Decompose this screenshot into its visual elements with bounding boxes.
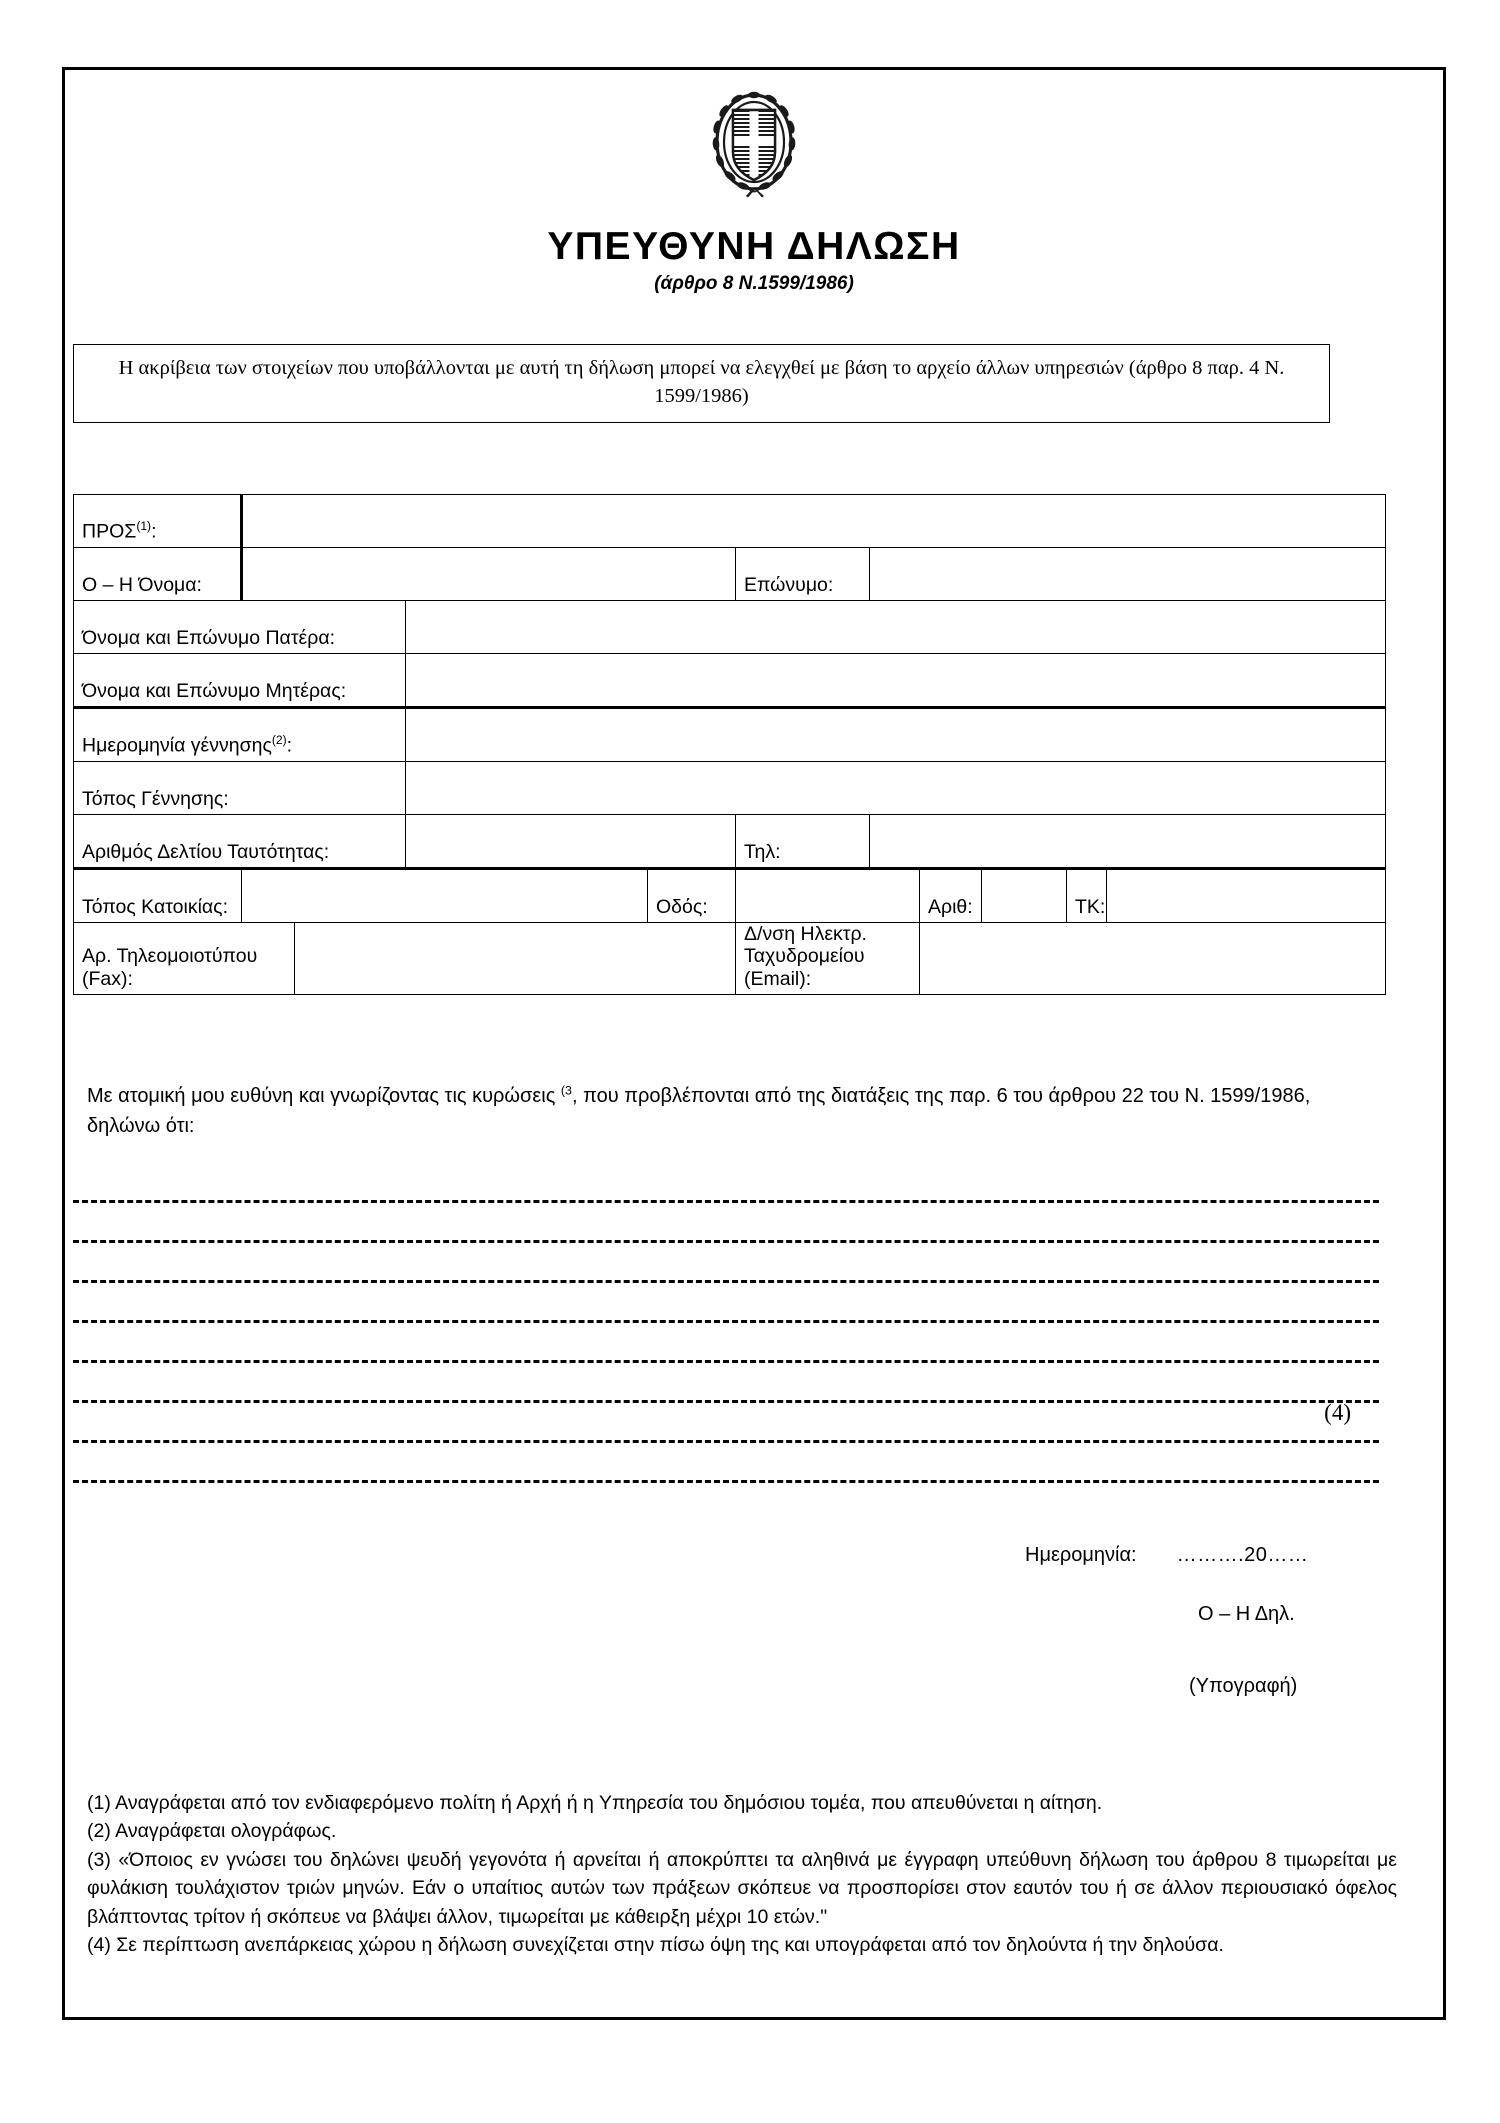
field-email[interactable] [920, 923, 1386, 995]
form-row-father-name [74, 601, 1386, 654]
label-birth-place: Τόπος Γέννησης: [74, 762, 406, 815]
label-birth-date: Ημερομηνία γέννησης$^{(2)}$: [74, 708, 406, 762]
footnote-4: (4) Σε περίπτωση ανεπάρκειας χώρου η δήλωση συνεχίζεται στην πίσω όψη της και υπογράφεται από τον δηλούντα ή την δηλούσα. [87, 1934, 1224, 1957]
form-row-id-phone [74, 815, 1386, 869]
declaration-writing-area[interactable] [73, 1163, 1379, 1483]
date-row [1025, 1544, 1308, 1567]
form-row-birth-date [74, 708, 1386, 762]
footnote-ref-2: (2) [271, 733, 287, 748]
accuracy-notice-text: Η ακρίβεια των στοιχείων που υποβάλλονται με αυτή τη δήλωση μπορεί να ελεγχθεί με βάση το αρχείο άλλων υπηρεσιών (άρθρο 8 παρ. 4 Ν. 1599/1986) [118, 357, 1285, 407]
writing-line[interactable] [73, 1403, 1379, 1443]
document-page-border [62, 67, 1446, 2020]
footnotes-block [87, 1789, 1397, 1960]
field-recipient[interactable] [242, 495, 1386, 548]
personal-details-form-table [73, 494, 1386, 995]
form-row-recipient [74, 495, 1386, 548]
label-street-number: Αριθ: [920, 869, 982, 923]
writing-line[interactable] [73, 1243, 1379, 1283]
field-father-name[interactable] [406, 601, 1386, 654]
signature-label: (Υπογραφή) [1189, 1675, 1298, 1697]
field-fax[interactable] [295, 923, 736, 995]
form-row-name [74, 548, 1386, 601]
field-mother-name[interactable] [406, 654, 1386, 708]
form-row-fax-email [74, 923, 1386, 995]
label-last-name: Επώνυμο: [736, 548, 870, 601]
field-birth-place[interactable] [406, 762, 1386, 815]
field-street-number[interactable] [982, 869, 1067, 923]
label-postal-code: ΤΚ: [1067, 869, 1107, 923]
writing-line[interactable] [73, 1163, 1379, 1203]
writing-line[interactable] [73, 1323, 1379, 1363]
label-residence: Τόπος Κατοικίας: [74, 869, 242, 923]
accuracy-notice-box [73, 344, 1330, 423]
field-residence[interactable] [242, 869, 648, 923]
field-first-name[interactable] [242, 548, 736, 601]
continuation-footnote-marker: (4) [1324, 1400, 1351, 1425]
hellenic-republic-coat-of-arms-icon [707, 86, 801, 198]
label-recipient: ΠΡΟΣ$^{(1)}$: [74, 495, 242, 548]
shield-with-cross [733, 110, 775, 180]
field-id-number[interactable] [406, 815, 736, 869]
footnote-1: (1) Αναγράφεται από τον ενδιαφερόμενο πολίτη ή Αρχή ή η Υπηρεσία του δημόσιου τομέα, που απευθύνεται η αίτηση. [87, 1792, 1103, 1814]
footnote-3: (3) «Όποιος εν γνώσει του δηλώνει ψευδή γεγονότα ή αρνείται ή αποκρύπτει τα αληθινά με έγγραφη υπεύθυνη δήλωση του άρθρου 8 τιμωρείται με φυλάκιση τουλάχιστον τριών μηνών. Εάν ο υπαίτιος αυτών των πράξεων σκόπευε να προσπορίσει στον εαυτόν του ή σε άλλον περιουσιακό όφελος βλάπτοντας τρίτον ή σκόπευε να βλάψει άλλον, τιμωρείται με κάθειρξη μέχρι 10 ετών." [87, 1848, 1397, 1928]
footnote-ref-1: (1) [136, 519, 152, 534]
date-label: Ημερομηνία: [1025, 1544, 1137, 1566]
writing-line[interactable] [73, 1443, 1379, 1483]
field-postal-code[interactable] [1107, 869, 1386, 923]
declaration-statement [87, 1081, 1377, 1141]
writing-line[interactable] [73, 1283, 1379, 1323]
form-row-mother-name [74, 654, 1386, 708]
declarant-label: Ο – Η Δηλ. [1198, 1603, 1295, 1625]
form-row-birth-place [74, 762, 1386, 815]
label-first-name: Ο – Η Όνομα: [74, 548, 242, 601]
declaration-text-part2: , που προβλέπονται από της διατάξεις της παρ. 6 του άρθρου 22 του Ν. 1599/1986, δηλώνω ότι: [87, 1085, 1311, 1137]
label-mother-name: Όνομα και Επώνυμο Μητέρας: [74, 654, 406, 708]
field-street[interactable] [736, 869, 920, 923]
writing-line[interactable] [73, 1363, 1379, 1403]
label-father-name: Όνομα και Επώνυμο Πατέρα: [74, 601, 406, 654]
declaration-text-part1: Με ατομική μου ευθύνη και γνωρίζοντας τις κυρώσεις [87, 1085, 561, 1107]
writing-line[interactable] [73, 1203, 1379, 1243]
title-block [65, 227, 1443, 295]
date-value[interactable]: ……….20…… [1176, 1544, 1309, 1566]
label-id-number: Αριθμός Δελτίου Ταυτότητας: [74, 815, 406, 869]
label-street: Οδός: [648, 869, 736, 923]
page-title: ΥΠΕΥΘΥΝΗ ΔΗΛΩΣΗ [547, 225, 961, 268]
form-row-address [74, 869, 1386, 923]
label-phone: Τηλ: [736, 815, 870, 869]
page-subtitle: (άρθρο 8 Ν.1599/1986) [654, 272, 854, 294]
field-phone[interactable] [870, 815, 1386, 869]
footnote-ref-3: (3 [560, 1083, 572, 1098]
emblem-container [65, 86, 1443, 198]
field-last-name[interactable] [870, 548, 1386, 601]
field-birth-date[interactable] [406, 708, 1386, 762]
label-fax: Αρ. Τηλεομοιοτύπου (Fax): [74, 923, 295, 995]
footnote-2: (2) Αναγράφεται ολογράφως. [87, 1820, 337, 1843]
label-email: Δ/νση Ηλεκτρ. Ταχυδρομείου (Email): [736, 923, 920, 995]
